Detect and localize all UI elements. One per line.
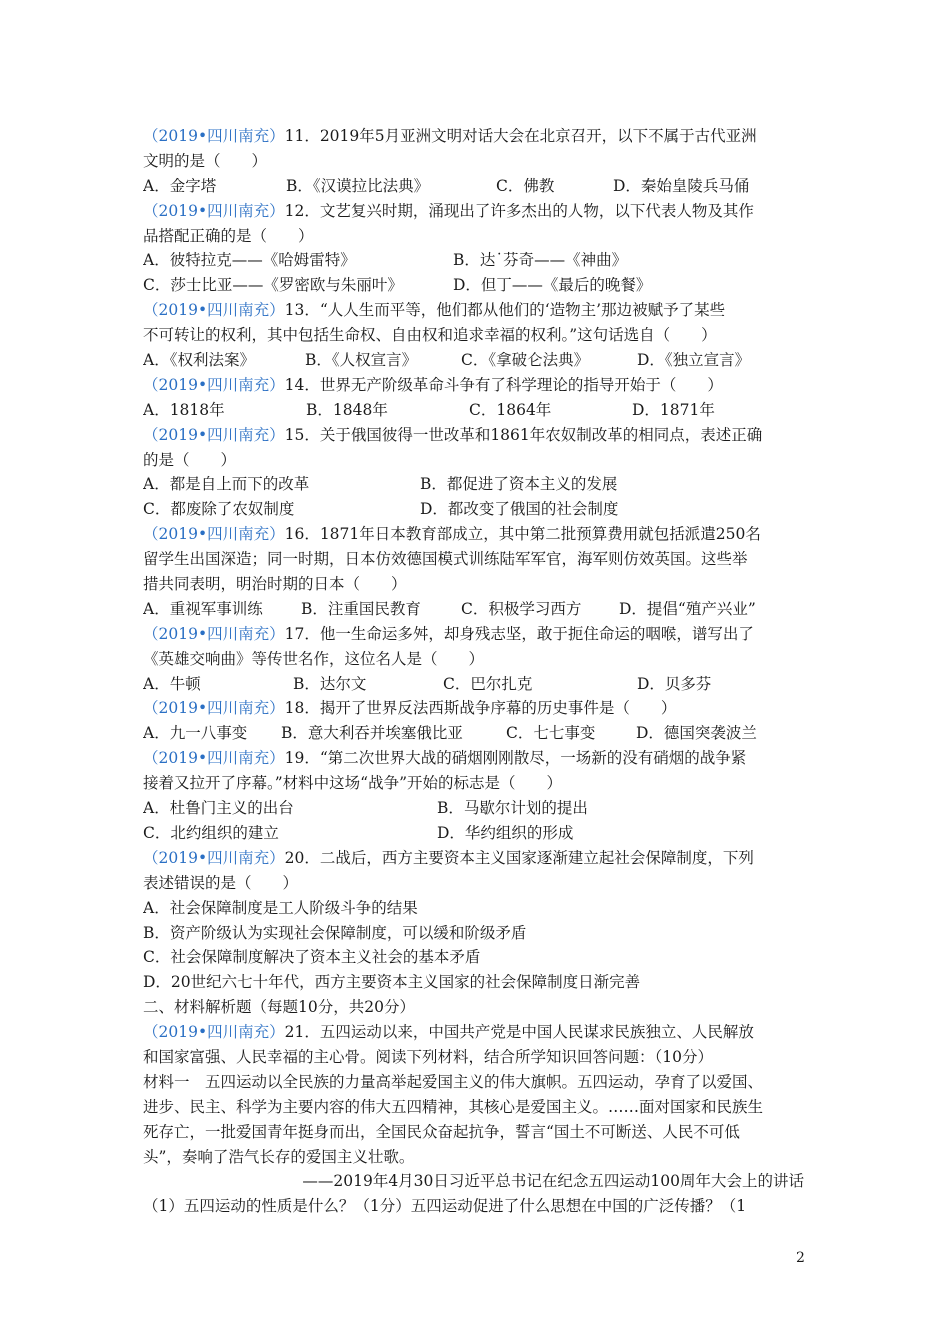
option-c: C．《拿破仑法典》: [461, 351, 590, 370]
option-d: D．德国突袭波兰: [636, 724, 757, 743]
source-tag: （2019•四川南充）: [143, 525, 285, 544]
question-13-options: [143, 348, 810, 373]
option-a: A．牛顿: [143, 674, 201, 693]
question-13-line-1: （2019•四川南充）13．“人人生而平等，他们都从他们的‘造物主’那边被赋予了某些: [143, 301, 726, 320]
option-b: B．1848年: [306, 400, 388, 419]
option-d: D．提倡“殖产兴业”: [619, 599, 756, 618]
question-20-line-2: 表述错误的是（ ）: [143, 873, 299, 892]
option-a: A．金字塔: [143, 176, 217, 195]
question-19-options-row-2: [143, 821, 810, 846]
question-15-line-2: 的是（ ）: [143, 450, 237, 469]
question-15-options-row-2: [143, 497, 810, 522]
question-15-line-1: （2019•四川南充）15．关于俄国彼得一世改革和1861年农奴制改革的相同点，表述正确: [143, 425, 763, 444]
question-19-line-1: （2019•四川南充）19．“第二次世界大战的硝烟刚刚散尽，一场新的没有硝烟的战争紧: [143, 749, 747, 768]
question-17-line-1: （2019•四川南充）17．他一生命运多舛，却身残志坚，敢于扼住命运的咽喉，谱写出了: [143, 624, 754, 643]
option-a: A．《权利法案》: [143, 351, 255, 370]
source-tag: （2019•四川南充）: [143, 749, 285, 768]
material-line: 材料一 五四运动以全民族的力量高举起爱国主义的伟大旗帜。五四运动，孕育了以爱国、: [143, 1072, 764, 1091]
option-a: A．杜鲁门主义的出台: [143, 799, 294, 818]
question-21-line-2: 和国家富强、人民幸福的主心骨。阅读下列材料，结合所学知识回答问题：（10分）: [143, 1047, 713, 1066]
option-a: A．都是自上而下的改革: [143, 475, 310, 494]
option-c: C．莎士比亚——《罗密欧与朱丽叶》: [143, 276, 403, 295]
sub-question-1: （1）五四运动的性质是什么？（1分）五四运动促进了什么思想在中国的广泛传播？（1: [143, 1197, 747, 1216]
question-11-line-2: 文明的是（ ）: [143, 151, 268, 170]
source-tag: （2019•四川南充）: [143, 301, 285, 320]
question-12-line-1: （2019•四川南充）12．文艺复兴时期，涌现出了许多杰出的人物，以下代表人物及其作: [143, 201, 754, 220]
source-tag: （2019•四川南充）: [143, 624, 285, 643]
source-tag: （2019•四川南充）: [143, 848, 285, 867]
option-c: C．1864年: [469, 400, 552, 419]
question-17-line-2: 《英雄交响曲》等传世名作，这位名人是（ ）: [143, 649, 485, 668]
section-heading: 二、材料解析题（每题10分，共20分）: [143, 998, 415, 1017]
question-12-options-row-2: [143, 273, 810, 298]
source-tag: （2019•四川南充）: [143, 201, 285, 220]
option-c: C．巴尔扎克: [443, 674, 533, 693]
question-15-options-row-1: [143, 472, 810, 497]
option-a: A．社会保障制度是工人阶级斗争的结果: [143, 898, 418, 917]
option-c: C．社会保障制度解决了资本主义社会的基本矛盾: [143, 948, 481, 967]
option-c: C．佛教: [496, 176, 555, 195]
option-b: B．意大利吞并埃塞俄比亚: [281, 724, 463, 743]
source-tag: （2019•四川南充）: [143, 375, 285, 394]
option-c: C．七七事变: [506, 724, 596, 743]
option-d: D．华约组织的形成: [437, 823, 574, 842]
source-tag: （2019•四川南充）: [143, 127, 285, 145]
question-12-options-row-1: [143, 248, 810, 273]
option-b: B．资产阶级认为实现社会保障制度，可以缓和阶级矛盾: [143, 923, 527, 942]
option-a: A．1818年: [143, 400, 225, 419]
option-a: A．九一八事变: [143, 724, 248, 743]
question-13-line-2: 不可转让的权利，其中包括生命权、自由权和追求幸福的权利。”这句话选自（ ）: [143, 326, 717, 345]
option-b: B．注重国民教育: [301, 599, 421, 618]
page-number: 2: [796, 1250, 805, 1266]
material-line: 死存亡，一批爱国青年挺身而出，全国民众奋起抗争，誓言“国土不可断送、人民不可低: [143, 1122, 740, 1141]
option-d: D．贝多芬: [637, 674, 712, 693]
option-b: B．达尔文: [293, 674, 367, 693]
option-d: D．20世纪六七十年代，西方主要资本主义国家的社会保障制度日渐完善: [143, 973, 641, 992]
question-16-line-2: 留学生出国深造；同一时期，日本仿效德国模式训练陆军军官，海军则仿效英国。这些举: [143, 550, 748, 569]
material-line: 进步、民主、科学为主要内容的伟大五四精神，其核心是爱国主义。……面对国家和民族生: [143, 1097, 764, 1116]
option-b: B．达˙芬奇——《神曲》: [453, 251, 628, 270]
material-attribution: ——2019年4月30日习近平总书记在纪念五四运动100周年大会上的讲话: [302, 1172, 804, 1191]
question-11-line-1: （2019•四川南充）11．2019年5月亚洲文明对话大会在北京召开，以下不属于古代亚洲: [143, 127, 757, 145]
option-a: A．重视军事训练: [143, 599, 263, 618]
question-18-line-1: （2019•四川南充）18．揭开了世界反法西斯战争序幕的历史事件是（ ）: [143, 699, 677, 718]
question-14-options: [143, 398, 810, 423]
question-12-line-2: 品搭配正确的是（ ）: [143, 226, 314, 245]
option-b: B．《人权宣言》: [305, 351, 418, 370]
option-c: C．积极学习西方: [461, 599, 582, 618]
source-tag: （2019•四川南充）: [143, 425, 285, 444]
question-17-options: [143, 672, 810, 697]
option-d: D．都改变了俄国的社会制度: [420, 500, 619, 519]
question-18-options: [143, 721, 810, 746]
option-c: C．都废除了农奴制度: [143, 500, 295, 519]
source-tag: （2019•四川南充）: [143, 699, 285, 718]
option-b: B．都促进了资本主义的发展: [420, 475, 618, 494]
option-a: A．彼特拉克——《哈姆雷特》: [143, 251, 356, 270]
option-b: B．《汉谟拉比法典》: [286, 176, 430, 195]
question-20-line-1: （2019•四川南充）20．二战后，西方主要资本主义国家逐渐建立起社会保障制度，下列: [143, 848, 754, 867]
option-d: D．1871年: [632, 400, 715, 419]
question-19-options-row-1: [143, 796, 810, 821]
question-11-options: [143, 174, 810, 199]
question-16-options: [143, 597, 810, 622]
material-line: 头”，奏响了浩气长存的爱国主义壮歌。: [143, 1147, 415, 1166]
option-d: D．但丁——《最后的晚餐》: [453, 276, 652, 295]
option-b: B．马歇尔计划的提出: [437, 799, 588, 818]
question-16-line-3: 措共同表明，明治时期的日本（ ）: [143, 575, 407, 594]
question-16-line-1: （2019•四川南充）16．1871年日本教育部成立，其中第二批预算费用就包括派遣250名: [143, 525, 761, 544]
option-d: D．《独立宣言》: [637, 351, 751, 370]
option-c: C．北约组织的建立: [143, 823, 279, 842]
option-d: D．秦始皇陵兵马俑: [613, 176, 750, 195]
question-14-line-1: （2019•四川南充）14．世界无产阶级革命斗争有了科学理论的指导开始于（ ）: [143, 375, 723, 394]
question-19-line-2: 接着又拉开了序幕。”材料中这场“战争”开始的标志是（ ）: [143, 774, 563, 793]
question-21-line-1: （2019•四川南充）21．五四运动以来，中国共产党是中国人民谋求民族独立、人民解放: [143, 1023, 754, 1042]
source-tag: （2019•四川南充）: [143, 1023, 285, 1042]
